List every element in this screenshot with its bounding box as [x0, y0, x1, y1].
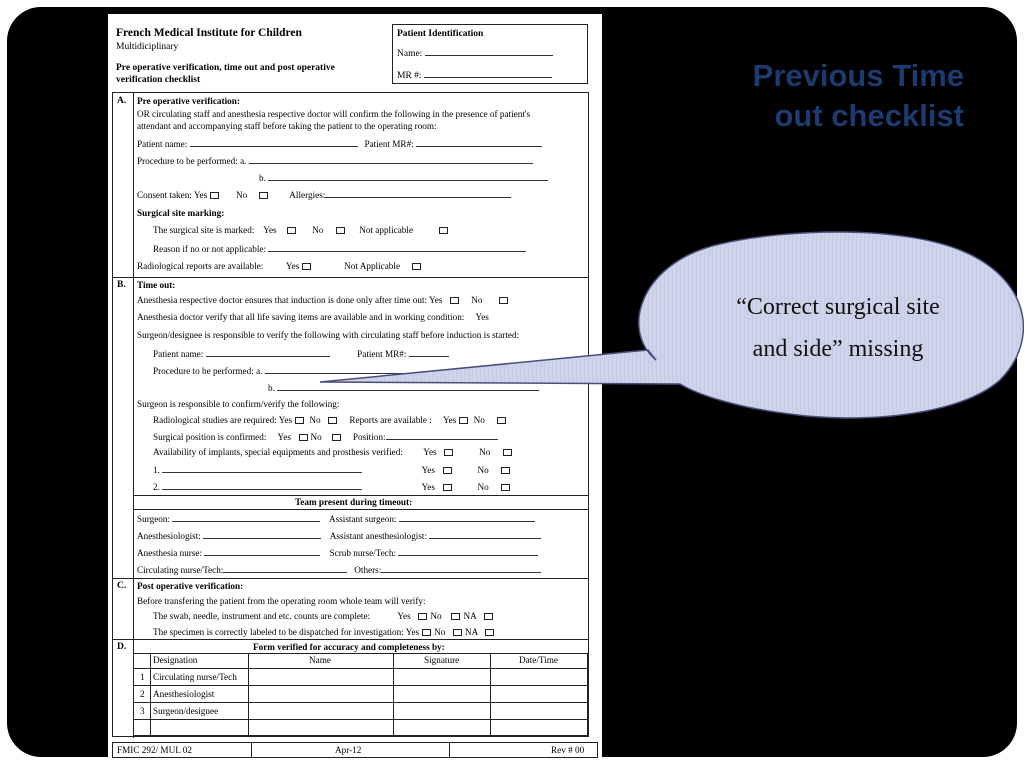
item1-no-label: No [477, 465, 489, 475]
section-a-patient-mr-label: Patient MR#: [364, 139, 414, 149]
callout-line1: “Correct surgical site [736, 294, 940, 320]
section-a-procedure-label: Procedure to be performed: a. [137, 156, 247, 166]
life-saving-yes-label: Yes [475, 312, 489, 322]
section-a-procedure-b-label: b. [259, 173, 266, 183]
specimen-label: The specimen is correctly labeled to be dispatched for investigation: Yes [153, 627, 420, 637]
position-no-label: No [310, 432, 322, 442]
team-circulating-label: Circulating nurse/Tech: [137, 565, 224, 575]
department-name: Multidiciplinary [116, 42, 179, 52]
section-a-title: Pre operative verification: [137, 96, 240, 106]
section-b-letter: B. [117, 280, 126, 290]
position-yes-label: Yes [277, 432, 291, 442]
site-marking-title: Surgical site marking: [137, 208, 225, 218]
timeout-patient-mr-label: Patient MR#: [357, 349, 407, 359]
document-title-line2: verification checklist [116, 75, 201, 86]
timeout-patient-name-label: Patient name: [153, 349, 204, 359]
item1-yes-label: Yes [421, 465, 435, 475]
implant-item-2-label: 2. [153, 482, 160, 492]
team-title: Team present during timeout: [295, 497, 413, 507]
swab-no-label: No [430, 611, 442, 621]
life-saving-label: Anesthesia doctor verify that all life saving items are available and in working condition: [137, 312, 465, 322]
row-number: 3 [140, 706, 145, 716]
position-confirmed-label: Surgical position is confirmed: [153, 432, 267, 442]
reports-yes-label: Yes [442, 415, 457, 425]
site-marked-yes-label: Yes [263, 225, 277, 235]
implant-item-1-label: 1. [153, 465, 160, 475]
slide-heading-line2: out checklist [774, 98, 964, 133]
section-a-letter: A. [117, 96, 127, 106]
implants-yes-label: Yes [423, 447, 437, 457]
patient-identification-title: Patient Identification [397, 29, 484, 39]
row-designation: Anesthesiologist [153, 689, 215, 699]
specimen-no-label: No [434, 627, 446, 637]
callout-text [668, 286, 1008, 370]
form-code: FMIC 292/ MUL 02 [117, 745, 192, 755]
timeout-procedure-label: Procedure to be performed: a. [153, 366, 263, 376]
team-anesthesia-nurse-label: Anesthesia nurse: [137, 548, 203, 558]
allergies-label: Allergies: [289, 190, 326, 200]
section-c-letter: C. [117, 581, 127, 591]
site-marked-label: The surgical site is marked: [153, 225, 255, 235]
form-date: Apr-12 [335, 745, 362, 755]
section-a-patient-name-label: Patient name: [137, 139, 188, 149]
radiological-label: Radiological reports are available: [137, 261, 264, 271]
header-designation: Designation [153, 655, 198, 665]
institute-name: French Medical Institute for Children [116, 27, 302, 39]
consent-no-label: No [235, 190, 248, 200]
row-designation: Circulating nurse/Tech [153, 672, 237, 682]
header-name: Name [309, 655, 331, 665]
team-scrub-label: Scrub nurse/Tech: [329, 548, 397, 558]
implants-no-label: No [479, 447, 491, 457]
studies-no-label: No [309, 415, 321, 425]
slide-heading-line1: Previous Time [752, 58, 964, 93]
swab-na-label: NA [463, 611, 477, 621]
document-title-line1: Pre operative verification, time out and post operative [116, 63, 335, 73]
surgeon-confirm-label: Surgeon is responsible to confirm/verify the following: [137, 399, 340, 409]
section-d-letter: D. [117, 642, 127, 652]
team-assistant-anesthesiologist-label: Assistant anesthesiologist: [329, 531, 428, 541]
row-number: 1 [140, 672, 145, 682]
patient-name-label: Name: [397, 49, 423, 59]
consent-label: Consent taken: Yes [137, 190, 208, 200]
swab-yes-label: Yes [397, 611, 411, 621]
patient-mr-label: MR #: [397, 71, 422, 81]
radiological-yes-label: Yes [285, 261, 300, 271]
team-others-label: Others: [354, 565, 382, 575]
site-marked-no-label: No [312, 225, 324, 235]
row-designation: Surgeon/designee [153, 706, 219, 716]
swab-label: The swab, needle, instrument and etc. counts are complete: [153, 611, 371, 621]
radiological-studies-label: Radiological studies are required: Yes [153, 415, 293, 425]
header-signature: Signature [424, 655, 460, 665]
reason-label: Reason if no or not applicable: [153, 244, 267, 254]
reports-no-label: No [473, 415, 485, 425]
section-b-title: Time out: [137, 280, 176, 290]
surgeon-verify-label: Surgeon/designee is responsible to verify the following with circulating staff before induction is started: [137, 330, 520, 340]
section-c-title: Post operative verification: [137, 581, 244, 591]
specimen-na-label: NA [464, 627, 478, 637]
item2-yes-label: Yes [421, 482, 435, 492]
site-marked-na-label: Not applicable [359, 225, 414, 235]
form-revision: Rev # 00 [551, 745, 585, 755]
team-anesthesiologist-label: Anesthesiologist: [137, 531, 201, 541]
position-label: Position: [352, 432, 386, 442]
timeout-induction-label: Anesthesia respective doctor ensures that induction is done only after time out: Yes [137, 295, 443, 305]
header-date-time: Date/Time [519, 655, 558, 665]
team-assistant-surgeon-label: Assistant surgeon: [329, 514, 397, 524]
item2-no-label: No [477, 482, 489, 492]
row-number: 2 [140, 689, 145, 699]
section-d-title: Form verified for accuracy and completeness by: [253, 642, 445, 652]
reports-label: Reports are available : [349, 415, 432, 425]
section-a-intro1: OR circulating staff and anesthesia respective doctor will confirm the following in the presence of patient's [137, 109, 531, 119]
team-surgeon-label: Surgeon: [137, 514, 171, 524]
implants-label: Availability of implants, special equipments and prosthesis verified: [153, 447, 403, 457]
callout-line2: and side” missing [752, 336, 924, 362]
radiological-na-label: Not Applicable [344, 261, 401, 271]
induction-no-label: No [471, 295, 483, 305]
timeout-procedure-b-label: b. [268, 383, 275, 393]
section-c-intro: Before transfering the patient from the operating room whole team will verify: [137, 596, 426, 606]
section-a-intro2: attendant and accompanying staff before taking the patient to the operating room: [137, 121, 437, 131]
